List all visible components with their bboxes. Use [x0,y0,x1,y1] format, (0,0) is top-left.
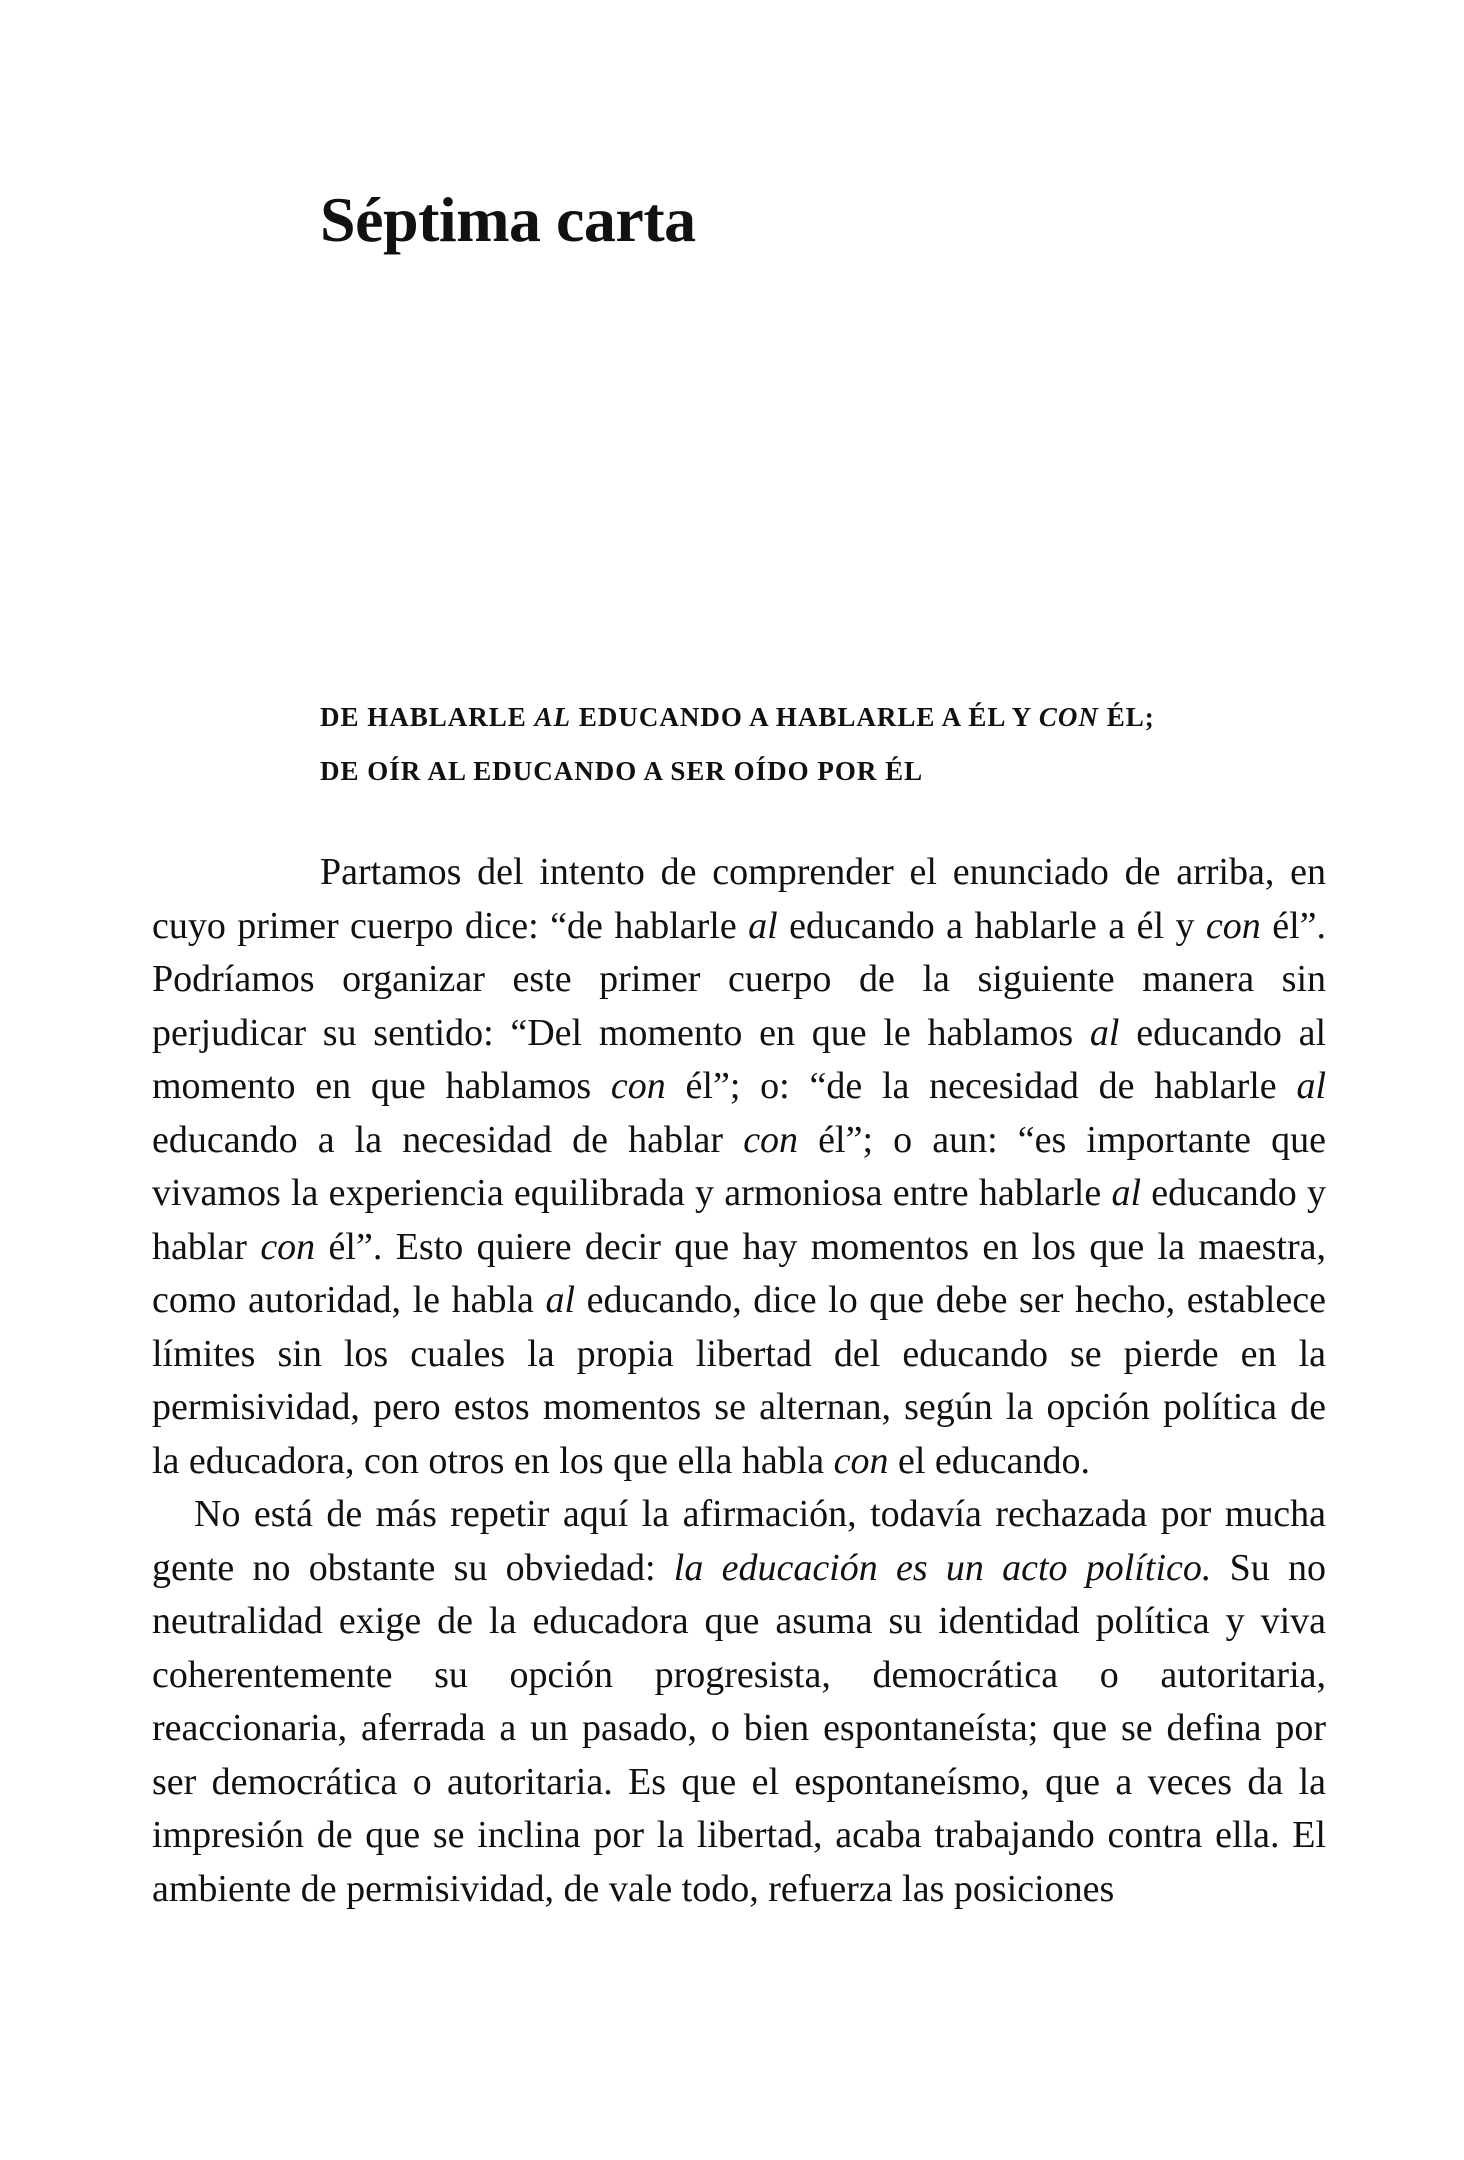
italic-run: al [1296,1065,1326,1107]
text-run: educando a la necesidad de hablar [152,1118,744,1161]
italic-run: con [743,1118,799,1161]
text-run: él”. Podríamos organizar este primer cuerpo de la siguiente manera sin perjudicar su sentido: “Del momento en que le hablamos [152,904,1326,1054]
italic-run: con [610,1065,666,1107]
italic-run: la educación es un acto político. [673,1546,1212,1589]
text-run: educando a hablarle a él y [777,904,1206,947]
chapter-title: Séptima carta [320,184,696,255]
text-run: educando al momento en que hablamos [152,1011,1326,1107]
chapter-subtitle [320,690,1360,798]
italic-run: con [1205,904,1261,947]
paragraph-1 [152,846,1326,1488]
text-run: él”; o aun: “es importante que vivamos la experiencia equilibrada y armoniosa entre hablarle [152,1118,1327,1214]
italic-run: con [833,1439,889,1482]
text-run: No está de más repetir aquí la afirmación, todavía rechazada por mucha gente no obstante su obviedad: [152,1493,1326,1589]
subtitle-emphasis: AL [534,702,572,732]
body-text [152,846,1326,1916]
italic-run: al [1089,1011,1120,1054]
subtitle-line-1 [320,690,1360,744]
subtitle-emphasis: CON [1038,702,1099,732]
subtitle-text: DE HABLARLE [320,702,535,732]
text-run: él”. Esto quiere decir que hay momentos en los que la maestra, como autoridad, le habla [152,1225,1326,1321]
text-run: él”; o: “de la necesidad de hablarle [665,1065,1297,1107]
subtitle-text: EDUCANDO A HABLARLE A ÉL Y [571,702,1039,732]
subtitle-line-2: DE OÍR AL EDUCANDO A SER OÍDO POR ÉL [320,756,924,786]
italic-run: al [1111,1172,1141,1214]
text-run: educando y hablar [152,1172,1326,1268]
text-run: Partamos del intento de comprender el enunciado de arriba, en cuyo primer cuerpo dice: “de hablarle [152,851,1326,947]
italic-run: al [748,904,778,947]
italic-run: al [545,1279,576,1321]
subtitle-text: ÉL; [1098,702,1155,732]
paragraph-2 [152,1488,1326,1916]
text-run: el educando. [888,1439,1091,1482]
italic-run: con [260,1225,316,1268]
text-run: Su no neutralidad exige de la educadora que asuma su identidad política y viva coherentemente su opción progresista, democrática o autoritaria, reaccionaria, aferrada a un pasado, o bien espontaneísta; que se defina por ser democrática o autoritaria. Es que el espontaneísmo, que a veces da la impresión de que se inclina por la libertad, acaba trabajando contra ella. El ambiente de permisividad, de vale todo, refuerza las posiciones [152,1546,1327,1910]
text-run: educando, dice lo que debe ser hecho, establece límites sin los cuales la propia libertad del educando se pierde en la permisividad, pero estos momentos se alternan, según la opción política de la educadora, con otros en los que ella habla [152,1279,1326,1482]
